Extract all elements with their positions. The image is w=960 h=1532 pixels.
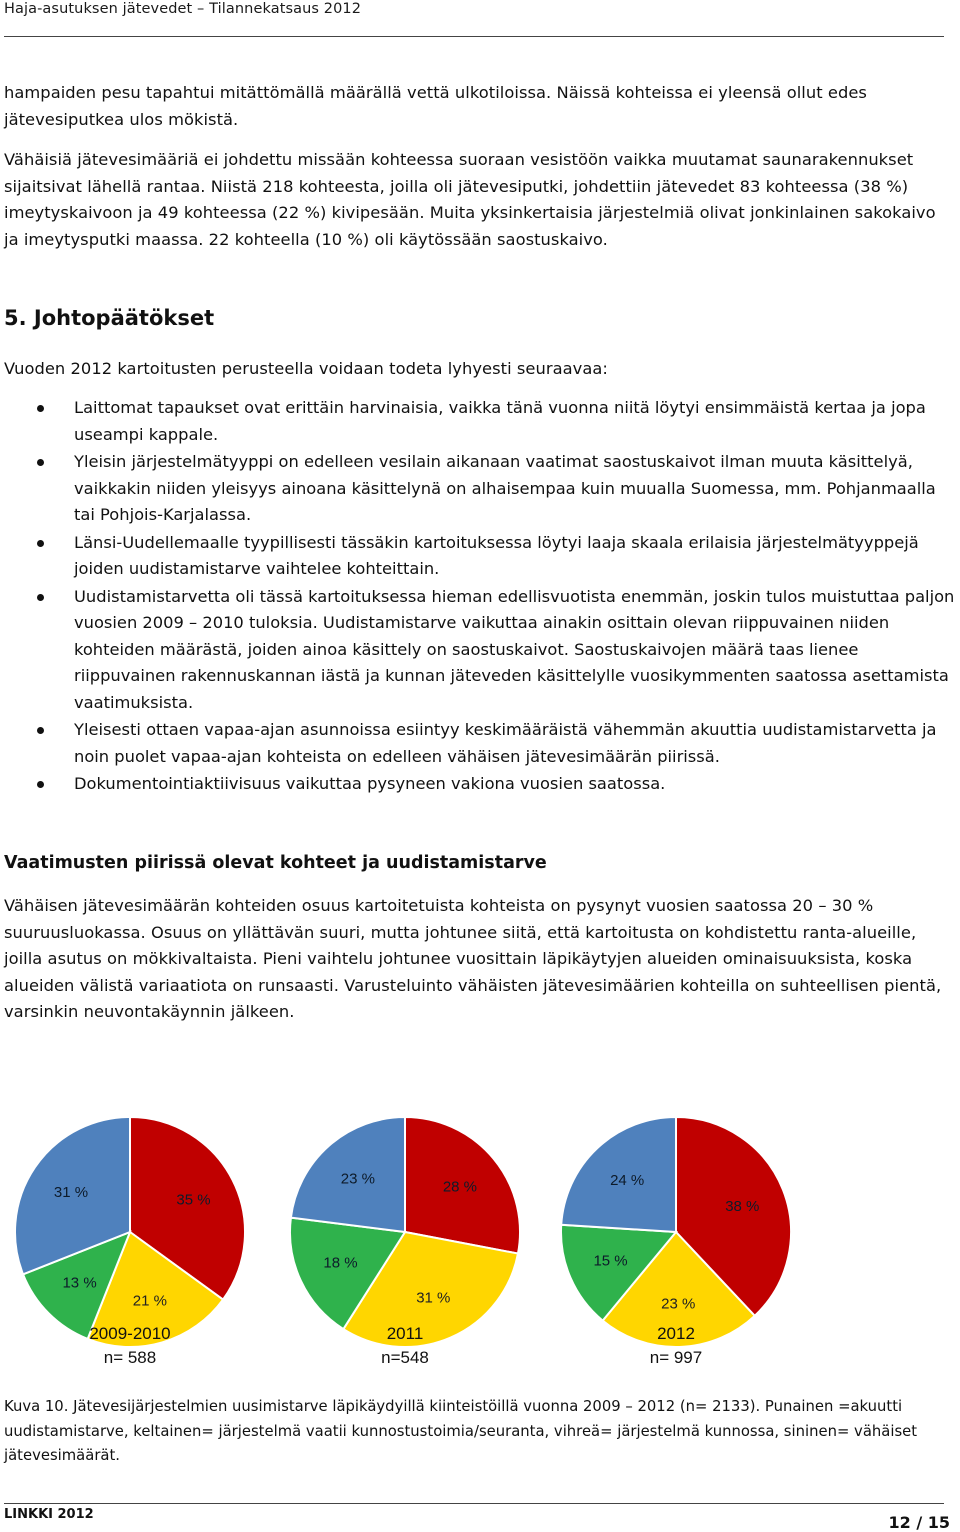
chart-n-label: n= 588 — [103, 1348, 157, 1367]
paragraph-1: hampaiden pesu tapahtui mitättömällä määrällä vettä ulkotiloissa. Näissä kohteissa ei yleensä ollut edes jätevesiputkea ulos mökistä. — [4, 83, 867, 129]
chart-n-label: n=548 — [381, 1348, 429, 1367]
slice-label: 38 % — [725, 1197, 760, 1215]
bullet-icon — [37, 727, 44, 734]
pie-chart-1 — [15, 1117, 245, 1367]
slice-label: 21 % — [132, 1292, 167, 1310]
pie-chart-2 — [290, 1117, 520, 1367]
conclusions-intro: Vuoden 2012 kartoitusten perusteella voidaan todeta lyhyesti seuraavaa: — [4, 359, 608, 378]
paragraph-2: Vähäisiä jätevesimääriä ei johdettu missään kohteessa suoraan vesistöön vaikka muutamat saunarakennukset sijaitsivat lähellä rantaa. Niistä 218 kohteesta, joilla oli jätevesiputki, johdettiin jätevedet 83 kohteessa (38 %) imeytyskaivoon ja 49 kohteessa (22 %) kivipesään. Muita yksinkertaisia järjestelmiä olivat jonkinlainen sakokaivo ja imeytysputki maassa. 22 kohteella (10 %) oli käytössään saostuskaivo. — [4, 150, 936, 249]
slice-label: 15 % — [593, 1252, 628, 1270]
footer-project: LINKKI 2012 — [4, 1507, 94, 1522]
list-item: Uudistamistarvetta oli tässä kartoituksessa hieman edellisvuotista enemmän, joskin tulos muistuttaa paljon vuosien 2009 – 2010 tuloksia. Uudistamistarve vaikuttaa ainakin osittain olevan riippuvainen niiden kohteiden määrästä, joiden ainoa käsittely on saostuskaivot. Saostuskaivojen määrä taas lienee riippuvainen rakennuskannan iästä ja kunnan jäteveden käsittelylle vuosikymmenten saatossa asettamista vaatimuksista. — [0, 584, 958, 717]
figure-caption: Kuva 10. Jätevesijärjestelmien uusimistarve läpikäydyillä kiinteistöillä vuonna 2009 – 2012 (n= 2133). Punainen =akuutti uudistamistarve, keltainen= järjestelmä vaatii kunnostustoimia/seuranta, vihreä= järjestelmä kunnossa, sininen= vähäiset jätevesimäärät. — [4, 1398, 918, 1464]
chart-year-label: 2011 — [386, 1324, 424, 1343]
chart-year-label: 2009-2010 — [89, 1324, 171, 1343]
pie-charts — [0, 1060, 960, 1385]
page-number: 12 / 15 — [888, 1513, 950, 1532]
slice-label: 31 % — [53, 1183, 89, 1201]
list-item: Yleisin järjestelmätyyppi on edelleen vesilain aikanaan vaatimat saostuskaivot ilman muuta käsittelyä, vaikkakin niiden yleisyys ainoana käsittelynä on alhaisempaa kuin muualla Suomessa, mm. Pohjanmaalla tai Pohjois-Karjalassa. — [0, 449, 958, 529]
slice-label: 13 % — [62, 1274, 97, 1292]
footer-rule — [4, 1503, 944, 1504]
section-heading: 5. Johtopäätökset — [4, 306, 215, 330]
header-rule — [4, 36, 944, 37]
bullet-icon — [37, 540, 44, 547]
bullet-icon — [37, 405, 44, 412]
running-header: Haja-asutuksen jätevedet – Tilannekatsaus 2012 — [4, 1, 362, 17]
slice-label: 28 % — [442, 1178, 478, 1196]
list-item: Dokumentointiaktiivisuus vaikuttaa pysyneen vakiona vuosien saatossa. — [0, 771, 958, 798]
subsection-heading: Vaatimusten piirissä olevat kohteet ja uudistamistarve — [4, 853, 547, 873]
slice-label: 23 % — [340, 1170, 375, 1188]
chart-n-label: n= 997 — [649, 1348, 703, 1367]
bullet-icon — [37, 459, 44, 466]
chart-year-label: 2012 — [657, 1324, 695, 1343]
bullet-icon — [37, 594, 44, 601]
slice-label: 31 % — [416, 1289, 451, 1307]
conclusions-list — [0, 395, 958, 799]
slice-label: 18 % — [323, 1254, 358, 1272]
list-item: Yleisesti ottaen vapaa-ajan asunnoissa esiintyy keskimääräistä vähemmän akuuttia uudistamistarvetta ja noin puolet vapaa-ajan kohteista on edelleen vähäisen jätevesimäärän piirissä. — [0, 717, 958, 770]
slice-label: 24 % — [610, 1172, 645, 1190]
list-item: Länsi-Uudellemaalle tyypillisesti tässäkin kartoituksessa löytyi laaja skaala erilaisia järjestelmätyyppejä joiden uudistamistarve vaihtelee kohteittain. — [0, 530, 958, 583]
slice-label: 35 % — [176, 1191, 211, 1209]
list-item: Laittomat tapaukset ovat erittäin harvinaisia, vaikka tänä vuonna niitä löytyi ensimmäistä kertaa ja jopa useampi kappale. — [0, 395, 958, 448]
bullet-icon — [37, 781, 44, 788]
slice-label: 23 % — [661, 1295, 696, 1313]
pie-chart-3 — [561, 1117, 791, 1367]
paragraph-3: Vähäisen jätevesimäärän kohteiden osuus kartoitetuista kohteista on pysynyt vuosien saatossa 20 – 30 % suuruusluokassa. Osuus on yllättävän suuri, mutta johtunee siitä, että kartoitusta on kohdistettu ranta-alueille, joilla asutus on mökkivaltaista. Pieni vaihtelu johtunee vuosittain läpikäytyjen alueiden ominaisuuksista, koska alueiden välistä variaatiota on runsaasti. Varusteluinto vähäisten jätevesimäärien kohteilla on suhteellisen pientä, varsinkin neuvontakäynnin jälkeen. — [4, 896, 942, 1021]
